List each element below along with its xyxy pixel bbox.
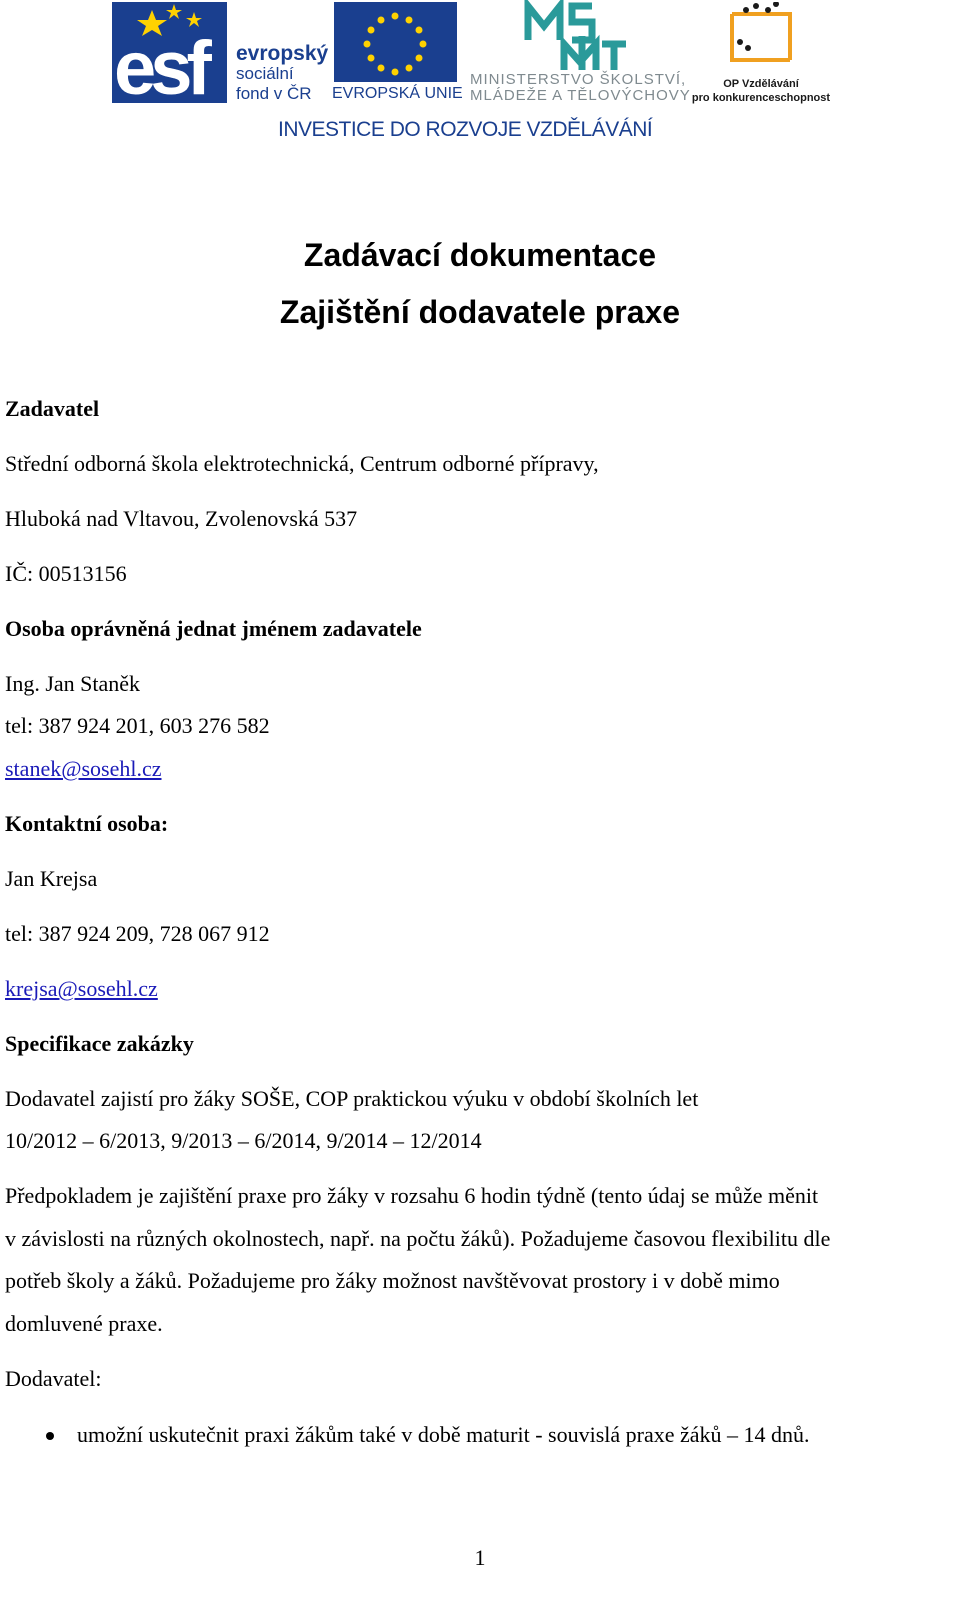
zadavatel-address: Hluboká nad Vltavou, Zvolenovská 537 (5, 506, 358, 531)
dodavatel-label: Dodavatel: (5, 1366, 102, 1391)
msmt-line1: MINISTERSTVO ŠKOLSTVÍ, (470, 71, 687, 88)
msmt-caption (470, 71, 691, 104)
esf-logo (112, 2, 227, 111)
zadavatel-heading: Zadavatel (5, 396, 100, 421)
contact-heading: Kontaktní osoba: (5, 811, 169, 836)
esf-line2: sociální (236, 64, 294, 83)
spec-p2-line2: v závislosti na různých okolnostech, např. na počtu žáků). Požadujeme časovou flexibilitu dle (5, 1226, 831, 1251)
bullet-item: umožní uskutečnit praxi žákům také v době maturit - souvislá praxe žáků – 14 dnů. (77, 1422, 810, 1447)
contact-name: Jan Krejsa (5, 866, 98, 891)
slogan: INVESTICE DO ROZVOJE VZDĚLÁVÁNÍ (278, 118, 653, 141)
spec-p1-line2: 10/2012 – 6/2013, 9/2013 – 6/2014, 9/2014 – 12/2014 (5, 1128, 482, 1153)
op-caption (690, 77, 832, 105)
contact-email-line (5, 976, 158, 1002)
spec-p2-line1: Předpokladem je zajištění praxe pro žáky v rozsahu 6 hodin týdně (tento údaj se může měnit (5, 1183, 819, 1208)
spec-p2-line4: domluvené praxe. (5, 1311, 163, 1336)
authorized-person-heading: Osoba oprávněná jednat jménem zadavatele (5, 616, 422, 641)
eu-flag-icon (334, 2, 457, 82)
document-title: Zadávací dokumentace (303, 237, 657, 273)
contact-tel: tel: 387 924 209, 728 067 912 (5, 921, 270, 946)
document-subtitle: Zajištění dodavatele praxe (279, 294, 681, 330)
spec-heading: Specifikace zakázky (5, 1031, 194, 1056)
logo-header (0, 0, 960, 150)
msmt-logo-icon (522, 0, 632, 72)
page-number: 1 (474, 1545, 486, 1570)
op-logo-icon (720, 2, 802, 74)
esf-caption (236, 44, 328, 104)
contact-email-link[interactable]: krejsa@sosehl.cz (5, 976, 158, 1001)
eu-label: EVROPSKÁ UNIE (332, 85, 463, 102)
op-line1: OP Vzdělávání (723, 78, 799, 90)
spec-p2-line3: potřeb školy a žáků. Požadujeme pro žáky možnost navštěvovat prostory i v době mimo (5, 1268, 780, 1293)
authorized-person-name: Ing. Jan Staněk (5, 671, 141, 696)
bullet-icon (46, 1432, 54, 1440)
eu-stars-icon (334, 2, 457, 82)
zadavatel-name: Střední odborná škola elektrotechnická, Centrum odborné přípravy, (5, 451, 599, 476)
authorized-person-tel: tel: 387 924 201, 603 276 582 (5, 713, 270, 738)
authorized-email-line (5, 756, 162, 782)
authorized-email-link[interactable]: stanek@sosehl.cz (5, 756, 162, 781)
zadavatel-ic: IČ: 00513156 (5, 561, 127, 586)
esf-line3: fond v ČR (236, 84, 312, 103)
msmt-line2: MLÁDEŽE A TĚLOVÝCHOVY (470, 87, 691, 104)
esf-line1: evropský (236, 42, 329, 65)
spec-p1-line1: Dodavatel zajistí pro žáky SOŠE, COP praktickou výuku v období školních let (5, 1086, 699, 1111)
op-line2: pro konkurenceschopnost (691, 92, 831, 104)
esf-letters: esf (114, 26, 206, 111)
